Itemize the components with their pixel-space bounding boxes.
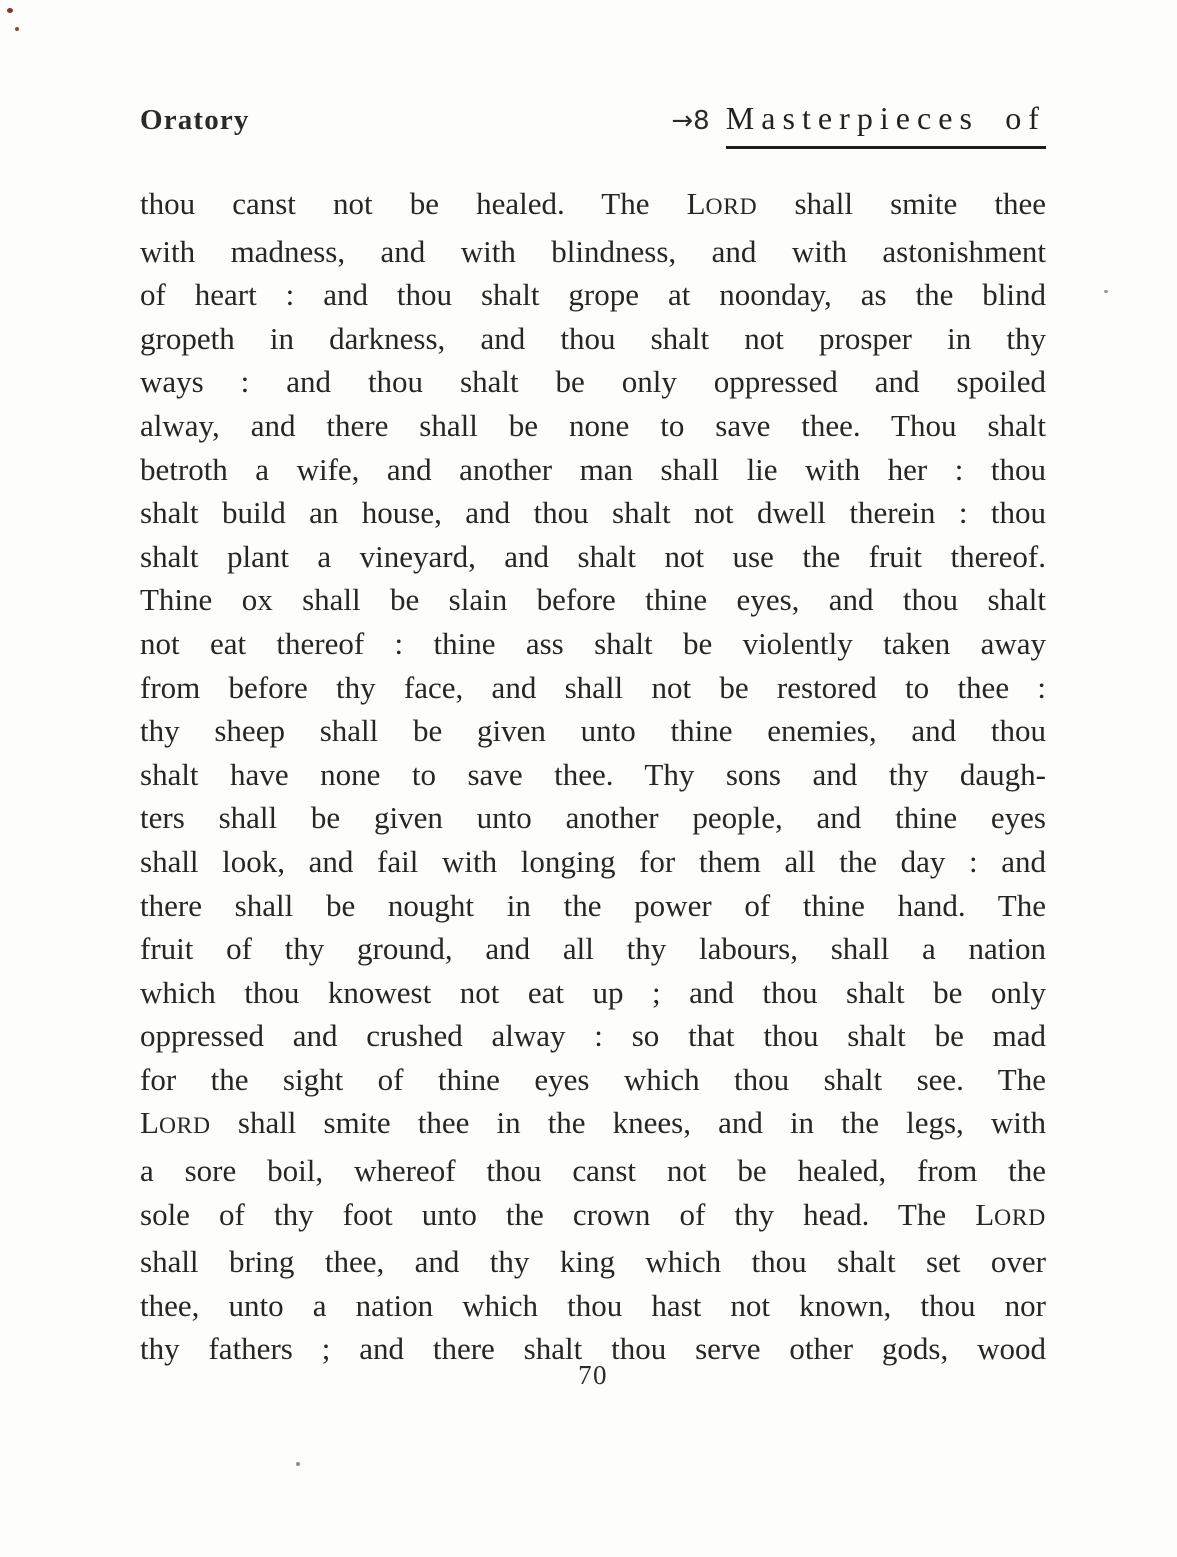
- page-number: 70: [578, 1360, 608, 1390]
- text-line: not eat thereof : thine ass shalt be violently taken away: [140, 625, 1046, 661]
- scan-speck: [7, 8, 13, 13]
- header-ornament: →8: [671, 106, 710, 136]
- text-line: with madness, and with blindness, and with astonishment: [140, 233, 1046, 269]
- scan-speck: [15, 27, 19, 31]
- text-line: oppressed and crushed alway : so that thou shalt be mad: [140, 1018, 1046, 1054]
- running-title-text: Masterpieces of: [726, 100, 1046, 149]
- text-line: shall bring thee, and thy king which thou shalt set over: [140, 1244, 1046, 1280]
- scan-speck: [296, 1462, 300, 1466]
- small-caps-lord: LORD: [686, 186, 758, 221]
- text-line: which thou knowest not eat up ; and thou shalt be only: [140, 974, 1046, 1010]
- small-caps-lord: LORD: [140, 1105, 211, 1141]
- text-line: a sore boil, whereof thou canst not be healed, from the: [140, 1153, 1046, 1189]
- text-line: shalt build an house, and thou shalt not dwell therein : thou: [140, 495, 1046, 531]
- text-line: from before thy face, and shall not be restored to thee :: [140, 669, 1046, 705]
- text-line: thy sheep shall be given unto thine enemies, and thou: [140, 713, 1046, 749]
- page-header: [140, 100, 1046, 149]
- text-line: thy fathers ; and there shalt thou serve other gods, wood: [140, 1331, 1046, 1367]
- text-line: alway, and there shall be none to save thee. Thou shalt: [140, 407, 1046, 443]
- running-title-left: Oratory: [140, 104, 250, 136]
- running-title-right: [671, 100, 1046, 149]
- text-line: ters shall be given unto another people, and thine eyes: [140, 800, 1046, 836]
- text-line: thou canst not be healed. The LORD shall smite thee: [140, 186, 1046, 221]
- text-line: shalt have none to save thee. Thy sons and thy daugh-: [140, 756, 1046, 792]
- text-line: gropeth in darkness, and thou shalt not prosper in thy: [140, 320, 1046, 356]
- text-line: there shall be nought in the power of thine hand. The: [140, 887, 1046, 923]
- text-line: shalt plant a vineyard, and shalt not use the fruit thereof.: [140, 538, 1046, 574]
- text-line: betroth a wife, and another man shall lie with her : thou: [140, 451, 1046, 487]
- body-text: [140, 182, 1046, 1371]
- scan-speck: [1104, 290, 1108, 293]
- small-caps-lord: LORD: [975, 1196, 1046, 1232]
- text-line: thee, unto a nation which thou hast not known, thou nor: [140, 1287, 1046, 1323]
- text-line: ways : and thou shalt be only oppressed and spoiled: [140, 364, 1046, 400]
- text-line: of heart : and thou shalt grope at noonday, as the blind: [140, 277, 1046, 313]
- text-line: sole of thy foot unto the crown of thy head. The LORD: [140, 1196, 1046, 1232]
- text-line: Thine ox shall be slain before thine eyes, and thou shalt: [140, 582, 1046, 618]
- text-line: LORD shall smite thee in the knees, and in the legs, with: [140, 1105, 1046, 1141]
- text-line: for the sight of thine eyes which thou shalt see. The: [140, 1061, 1046, 1097]
- text-line: shall look, and fail with longing for them all the day : and: [140, 843, 1046, 879]
- text-line: fruit of thy ground, and all thy labours, shall a nation: [140, 931, 1046, 967]
